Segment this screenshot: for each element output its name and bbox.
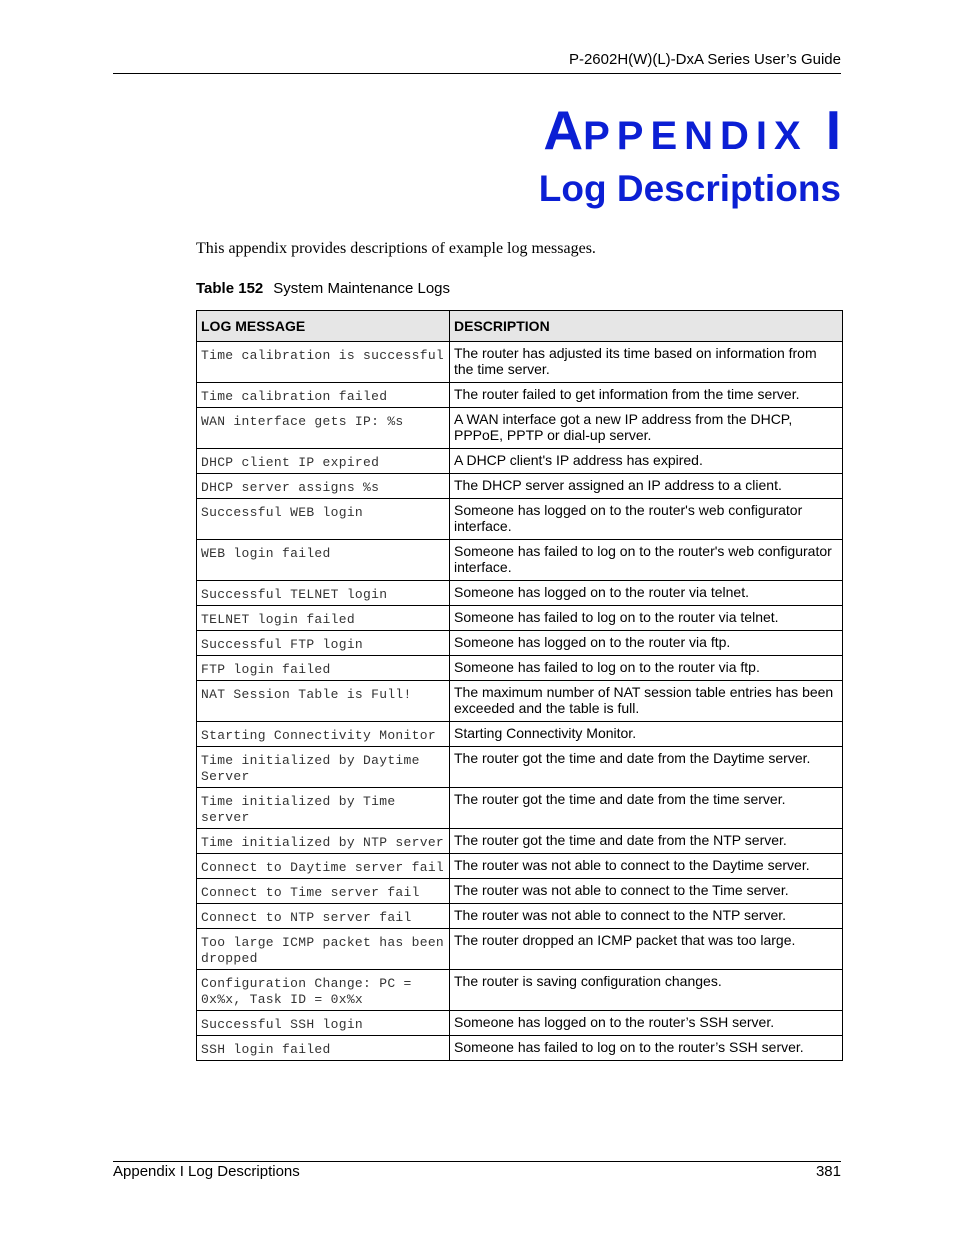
description-cell: Someone has logged on to the router's web configurator interface. [450, 499, 843, 540]
log-message-cell: DHCP client IP expired [197, 449, 450, 474]
description-cell: The router failed to get information from the time server. [450, 383, 843, 408]
log-message-cell: Time calibration failed [197, 383, 450, 408]
chapter-name: Log Descriptions [538, 168, 841, 209]
table-row [197, 408, 843, 449]
table-row [197, 449, 843, 474]
table-row [197, 540, 843, 581]
description-cell: A DHCP client's IP address has expired. [450, 449, 843, 474]
log-message-cell: TELNET login failed [197, 606, 450, 631]
column-header-description: DESCRIPTION [450, 311, 843, 342]
log-message-cell: Successful FTP login [197, 631, 450, 656]
table-row [197, 854, 843, 879]
table-row [197, 788, 843, 829]
log-message-cell: WAN interface gets IP: %s [197, 408, 450, 449]
description-cell: The DHCP server assigned an IP address to a client. [450, 474, 843, 499]
table-row [197, 722, 843, 747]
table-row [197, 656, 843, 681]
description-cell: A WAN interface got a new IP address from the DHCP, PPPoE, PPTP or dial-up server. [450, 408, 843, 449]
log-message-cell: Successful TELNET login [197, 581, 450, 606]
table-caption-label: Table 152 [196, 280, 264, 297]
table-row [197, 879, 843, 904]
description-cell: Starting Connectivity Monitor. [450, 722, 843, 747]
description-cell: Someone has logged on to the router via telnet. [450, 581, 843, 606]
log-message-cell: Time initialized by Time server [197, 788, 450, 829]
description-cell: The router is saving configuration changes. [450, 970, 843, 1011]
page-number: 381 [815, 1163, 841, 1180]
log-message-cell: Successful WEB login [197, 499, 450, 540]
log-message-cell: Too large ICMP packet has been dropped [197, 929, 450, 970]
description-cell: The router was not able to connect to the NTP server. [450, 904, 843, 929]
log-message-cell: Time initialized by NTP server [197, 829, 450, 854]
description-cell: The router was not able to connect to the Time server. [450, 879, 843, 904]
log-message-cell: DHCP server assigns %s [197, 474, 450, 499]
log-message-cell: Configuration Change: PC = 0x%x, Task ID = 0x%x [197, 970, 450, 1011]
running-header: P-2602H(W)(L)-DxA Series User’s Guide [568, 51, 841, 68]
log-message-cell: Connect to NTP server fail [197, 904, 450, 929]
log-message-cell: Connect to Daytime server fail [197, 854, 450, 879]
appendix-number: I [825, 99, 841, 161]
log-message-cell: WEB login failed [197, 540, 450, 581]
log-table-body [197, 342, 843, 1061]
table-row [197, 1011, 843, 1036]
table-row [197, 970, 843, 1011]
table-caption-text: System Maintenance Logs [273, 280, 451, 297]
log-message-cell: NAT Session Table is Full! [197, 681, 450, 722]
description-cell: The router dropped an ICMP packet that was too large. [450, 929, 843, 970]
log-message-cell: Starting Connectivity Monitor [197, 722, 450, 747]
description-cell: Someone has logged on to the router’s SSH server. [450, 1011, 843, 1036]
table-row [197, 499, 843, 540]
table-row [197, 681, 843, 722]
table-caption [196, 280, 450, 297]
appendix-title [543, 98, 841, 162]
table-row [197, 474, 843, 499]
table-row [197, 383, 843, 408]
log-message-cell: Time calibration is successful [197, 342, 450, 383]
description-cell: The router got the time and date from the time server. [450, 788, 843, 829]
description-cell: Someone has failed to log on to the router via telnet. [450, 606, 843, 631]
description-cell: Someone has logged on to the router via ftp. [450, 631, 843, 656]
description-cell: The router got the time and date from the NTP server. [450, 829, 843, 854]
log-message-cell: Time initialized by Daytime Server [197, 747, 450, 788]
description-cell: The maximum number of NAT session table entries has been exceeded and the table is full. [450, 681, 843, 722]
table-row [197, 581, 843, 606]
footer-rule [113, 1161, 841, 1162]
table-row [197, 631, 843, 656]
table-row [197, 1036, 843, 1061]
table-row [197, 606, 843, 631]
column-header-log-message: LOG MESSAGE [197, 311, 450, 342]
log-message-cell: SSH login failed [197, 1036, 450, 1061]
appendix-title-initial: A [543, 99, 584, 161]
log-message-cell: Successful SSH login [197, 1011, 450, 1036]
table-row [197, 747, 843, 788]
log-message-cell: FTP login failed [197, 656, 450, 681]
intro-paragraph: This appendix provides descriptions of example log messages. [196, 240, 596, 257]
description-cell: Someone has failed to log on to the router's web configurator interface. [450, 540, 843, 581]
table-header-row [197, 311, 843, 342]
description-cell: The router was not able to connect to the Daytime server. [450, 854, 843, 879]
description-cell: The router got the time and date from the Daytime server. [450, 747, 843, 788]
footer-section: Appendix I Log Descriptions [113, 1163, 300, 1180]
description-cell: Someone has failed to log on to the router’s SSH server. [450, 1036, 843, 1061]
header-rule [113, 73, 841, 74]
appendix-title-rest: PPENDIX [583, 114, 808, 158]
table-row [197, 929, 843, 970]
table-row [197, 904, 843, 929]
description-cell: The router has adjusted its time based on information from the time server. [450, 342, 843, 383]
log-message-cell: Connect to Time server fail [197, 879, 450, 904]
table-row [197, 342, 843, 383]
log-table [196, 310, 843, 1061]
description-cell: Someone has failed to log on to the router via ftp. [450, 656, 843, 681]
table-row [197, 829, 843, 854]
